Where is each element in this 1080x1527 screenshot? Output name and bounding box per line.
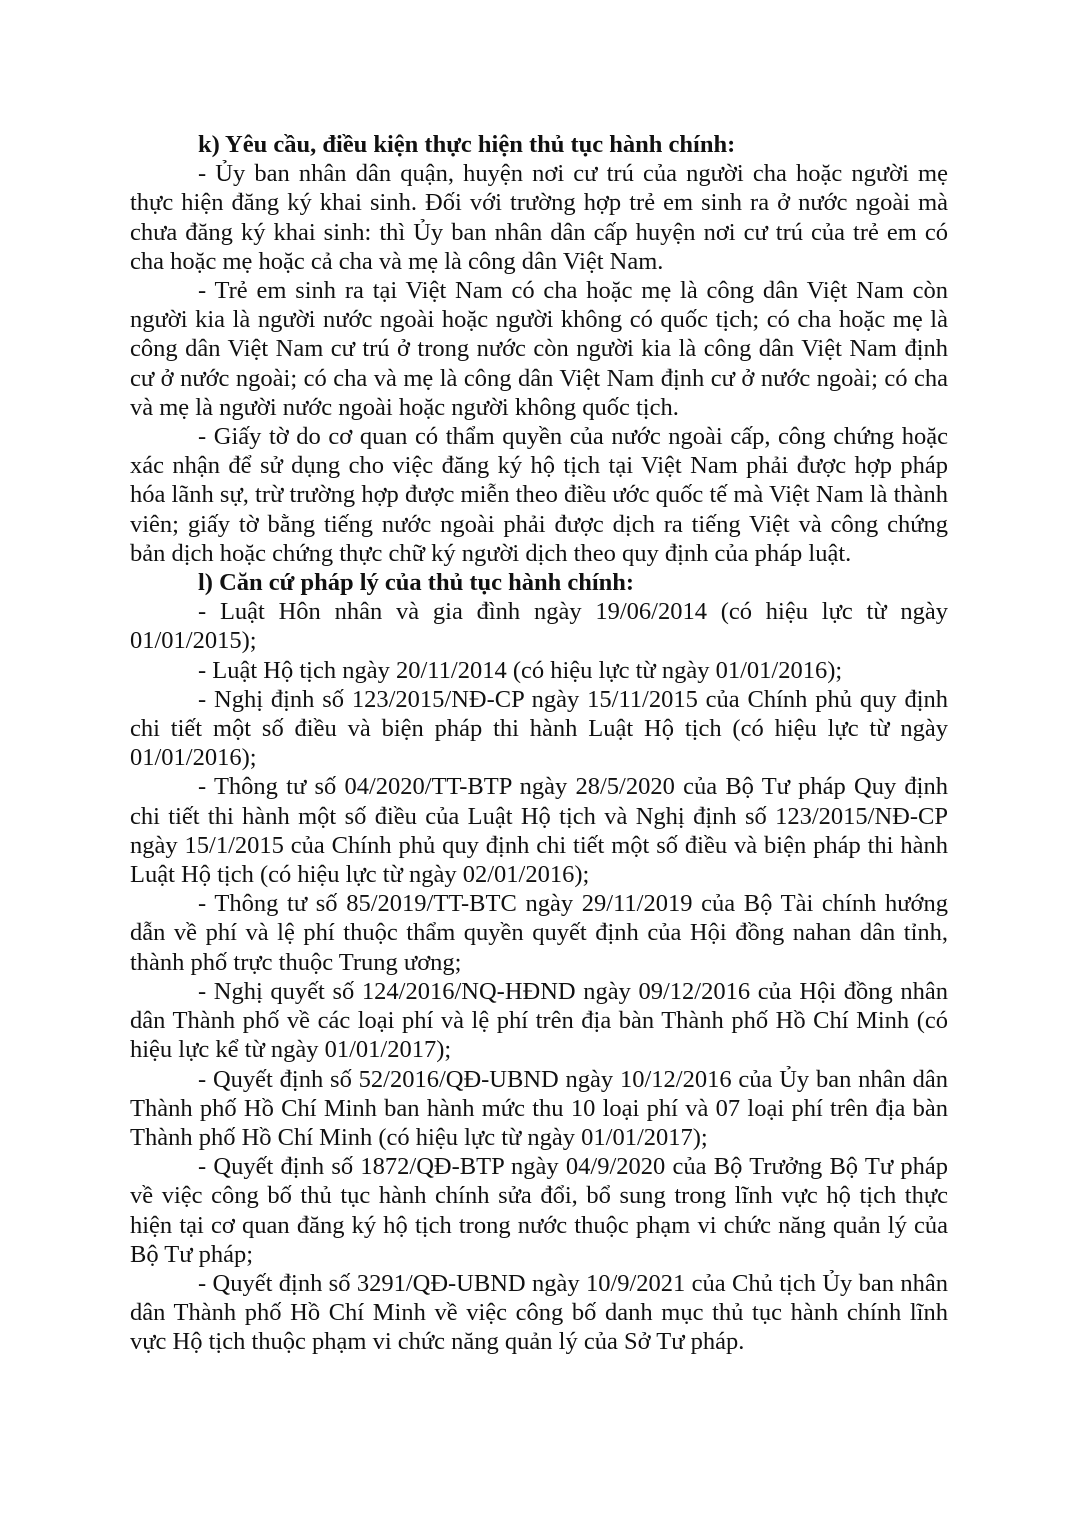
legal-basis-item-9: - Quyết định số 3291/QĐ-UBND ngày 10/9/2021 của Chủ tịch Ủy ban nhân dân Thành phố Hồ Chí Minh về việc công bố danh mục thủ tục hành chính lĩnh vực Hộ tịch thuộc phạm vi chức năng quản lý của Sở Tư pháp. xyxy=(130,1269,948,1356)
document-page xyxy=(130,130,948,1357)
legal-basis-item-7: - Quyết định số 52/2016/QĐ-UBND ngày 10/12/2016 của Ủy ban nhân dân Thành phố Hồ Chí Minh ban hành mức thu 10 loại phí và 07 loại phí trên địa bàn Thành phố Hồ Chí Minh (có hiệu lực từ ngày 01/01/2017); xyxy=(130,1065,948,1151)
legal-basis-item-8: - Quyết định số 1872/QĐ-BTP ngày 04/9/2020 của Bộ Trưởng Bộ Tư pháp về việc công bố thủ tục hành chính sửa đổi, bổ sung trong lĩnh vực hộ tịch thực hiện tại cơ quan đăng ký hộ tịch trong nước thuộc phạm vi chức năng quản lý của Bộ Tư pháp; xyxy=(130,1153,948,1268)
section-l-heading: l) Căn cứ pháp lý của thủ tục hành chính: xyxy=(198,569,635,597)
section-k-paragraph-2: - Trẻ em sinh ra tại Việt Nam có cha hoặc mẹ là công dân Việt Nam còn người kia là người nước ngoài hoặc người không có quốc tịch; có cha hoặc mẹ là công dân Việt Nam cư trú ở trong nước còn người kia là công dân Việt Nam định cư ở nước ngoài; có cha và mẹ là công dân Việt Nam định cư ở nước ngoài; có cha và mẹ là người nước ngoài hoặc người không quốc tịch. xyxy=(130,277,948,421)
legal-basis-item-3: - Nghị định số 123/2015/NĐ-CP ngày 15/11/2015 của Chính phủ quy định chi tiết một số điều và biện pháp thi hành Luật Hộ tịch (có hiệu lực từ ngày 01/01/2016); xyxy=(130,685,948,772)
legal-basis-item-2: - Luật Hộ tịch ngày 20/11/2014 (có hiệu lực từ ngày 01/01/2016); xyxy=(198,656,843,684)
section-k-paragraph-1: - Ủy ban nhân dân quận, huyện nơi cư trú của người cha hoặc người mẹ thực hiện đăng ký khai sinh. Đối với trường hợp trẻ em sinh ra ở nước ngoài mà chưa đăng ký khai sinh: thì Ủy ban nhân dân cấp huyện nơi cư trú của trẻ em có cha hoặc mẹ hoặc cả cha và mẹ là công dân Việt Nam. xyxy=(130,160,948,275)
section-k-heading: k) Yêu cầu, điều kiện thực hiện thủ tục hành chính: xyxy=(198,131,736,158)
legal-basis-item-6: - Nghị quyết số 124/2016/NQ-HĐND ngày 09/12/2016 của Hội đồng nhân dân Thành phố về các loại phí và lệ phí trên địa bàn Thành phố Hồ Chí Minh (có hiệu lực kể từ ngày 01/01/2017); xyxy=(130,977,948,1064)
legal-basis-item-5: - Thông tư số 85/2019/TT-BTC ngày 29/11/2019 của Bộ Tài chính hướng dẫn về phí và lệ phí thuộc thẩm quyền quyết định của Hội đồng nahan dân tỉnh, thành phố trực thuộc Trung ương; xyxy=(130,890,948,976)
legal-basis-item-4: - Thông tư số 04/2020/TT-BTP ngày 28/5/2020 của Bộ Tư pháp Quy định chi tiết thi hành một số điều của Luật Hộ tịch và Nghị định số 123/2015/NĐ-CP ngày 15/1/2015 của Chính phủ quy định chi tiết một số điều và biện pháp thi hành Luật Hộ tịch (có hiệu lực từ ngày 02/01/2016); xyxy=(130,773,948,889)
legal-basis-item-1: - Luật Hôn nhân và gia đình ngày 19/06/2014 (có hiệu lực từ ngày 01/01/2015); xyxy=(130,598,948,655)
section-k-paragraph-3: - Giấy tờ do cơ quan có thẩm quyền của nước ngoài cấp, công chứng hoặc xác nhận để sử dụng cho việc đăng ký hộ tịch tại Việt Nam phải được hợp pháp hóa lãnh sự, trừ trường hợp được miễn theo điều ước quốc tế mà Việt Nam là thành viên; giấy tờ bằng tiếng nước ngoài phải được dịch ra tiếng Việt và công chứng bản dịch hoặc chứng thực chữ ký người dịch theo quy định của pháp luật. xyxy=(130,423,948,567)
